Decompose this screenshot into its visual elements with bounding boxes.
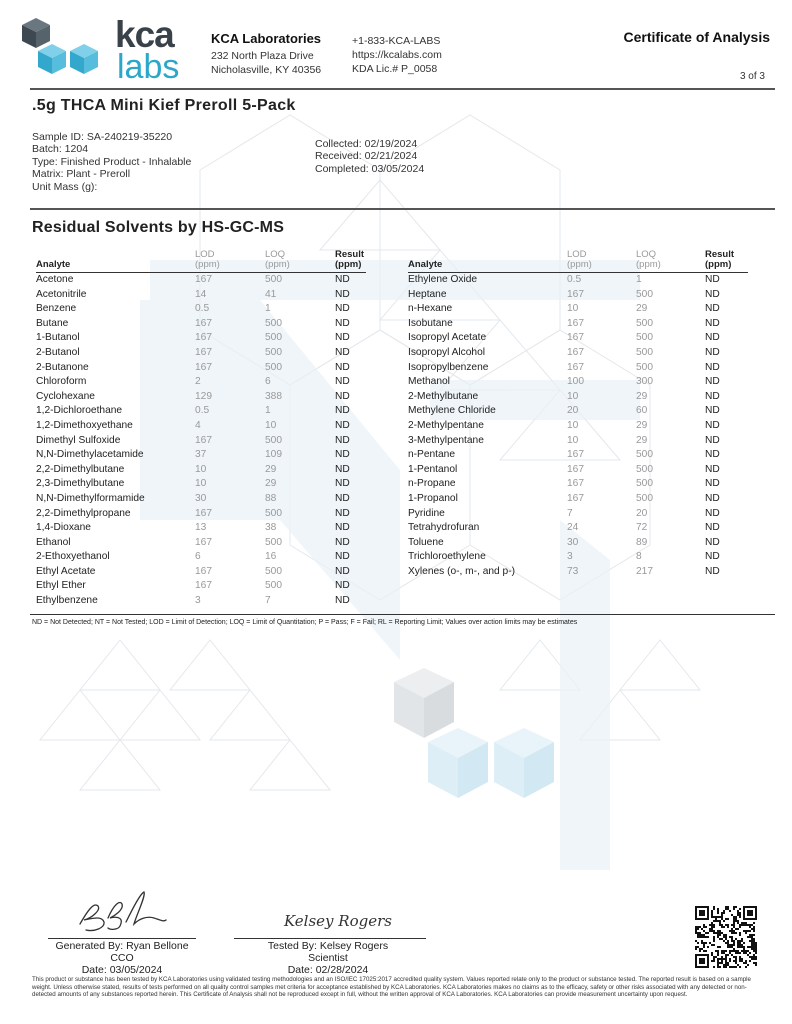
lod-cell: 2 (195, 376, 201, 388)
table-row (408, 404, 748, 419)
loq-cell: 500 (636, 478, 653, 490)
table-row (408, 331, 748, 346)
lod-cell: 167 (195, 274, 212, 285)
table-row (408, 302, 748, 317)
analyte-cell: Xylenes (o-, m-, and p-) (408, 565, 516, 577)
loq-cell: 500 (636, 361, 653, 373)
table-row (408, 521, 748, 536)
header-result: Result (ppm) (335, 249, 365, 270)
analyte-cell: n-Pentane (408, 449, 456, 461)
tested-by-role: Scientist (308, 952, 348, 964)
lod-cell: 10 (567, 434, 579, 446)
table-row (36, 492, 366, 507)
result-cell: ND (335, 376, 350, 388)
table-row (36, 448, 366, 463)
result-cell: ND (335, 492, 350, 504)
analyte-cell: Benzene (36, 303, 77, 315)
lod-cell: 167 (567, 449, 584, 461)
table-row (408, 361, 748, 376)
analyte-cell: Tetrahydrofuran (408, 522, 480, 534)
table-row (36, 361, 366, 376)
logo-wordmark-labs: labs (117, 48, 180, 86)
lod-cell: 129 (195, 390, 212, 402)
table-row (36, 346, 366, 361)
result-cell: ND (705, 478, 720, 490)
analyte-cell: 3-Methylpentane (408, 434, 484, 446)
analyte-cell: 1-Propanol (408, 492, 458, 504)
lod-cell: 167 (567, 478, 584, 490)
table-row (408, 346, 748, 361)
sample-dates (315, 138, 424, 175)
lod-cell: 167 (567, 346, 584, 358)
lod-cell: 3 (567, 551, 573, 563)
result-cell: ND (335, 288, 350, 300)
analyte-cell: Trichloroethylene (408, 551, 486, 563)
lod-cell: 167 (567, 317, 584, 329)
lod-cell: 167 (195, 332, 212, 344)
generated-by-block (32, 940, 212, 976)
table-bottom-divider (30, 614, 775, 615)
result-cell: ND (335, 580, 350, 592)
loq-cell: 109 (265, 449, 282, 461)
result-cell: ND (335, 361, 350, 373)
lod-cell: 13 (195, 522, 207, 534)
result-cell: ND (335, 463, 350, 475)
result-cell: ND (705, 522, 720, 534)
sample-matrix: Matrix: Plant - Preroll (32, 168, 131, 181)
loq-cell: 300 (636, 376, 653, 388)
result-cell: ND (705, 419, 720, 431)
result-cell: ND (705, 565, 720, 577)
result-cell: ND (705, 303, 720, 315)
kca-logo-icon (22, 18, 104, 84)
loq-cell: 500 (265, 434, 282, 446)
table-row (36, 507, 366, 522)
loq-cell: 10 (265, 419, 277, 431)
generated-by-role: CCO (110, 952, 134, 964)
table-row (36, 565, 366, 580)
lab-address-line2: Nicholasville, KY 40356 (211, 64, 322, 76)
analyte-cell: Cyclohexane (36, 390, 95, 402)
table-row (36, 404, 366, 419)
table-header-row (408, 250, 748, 273)
lod-cell: 167 (567, 332, 584, 344)
analyte-cell: 2-Methylbutane (408, 390, 479, 402)
loq-cell: 20 (636, 507, 648, 519)
result-cell: ND (705, 405, 720, 417)
result-cell: ND (335, 536, 350, 548)
analyte-cell: Acetone (36, 274, 74, 285)
result-cell: ND (335, 434, 350, 446)
lod-cell: 167 (567, 463, 584, 475)
analyte-cell: Ethylene Oxide (408, 274, 478, 285)
signature-line-generated (48, 938, 196, 939)
analyte-cell: Toluene (408, 536, 444, 548)
lod-cell: 30 (195, 492, 207, 504)
lod-cell: 167 (195, 580, 212, 592)
table-row (408, 492, 748, 507)
lod-cell: 100 (567, 376, 584, 388)
loq-cell: 500 (265, 317, 282, 329)
result-cell: ND (705, 463, 720, 475)
analyte-cell: Ethylbenzene (36, 595, 98, 607)
loq-cell: 1 (265, 405, 271, 417)
lod-cell: 37 (195, 449, 207, 461)
loq-cell: 29 (265, 463, 277, 475)
table-row (36, 550, 366, 565)
analyte-cell: Ethyl Acetate (36, 565, 96, 577)
header-divider (30, 88, 775, 90)
table-row (36, 463, 366, 478)
analyte-cell: Ethyl Ether (36, 580, 86, 592)
lod-cell: 167 (195, 507, 212, 519)
table-row (408, 536, 748, 551)
table-row (408, 434, 748, 449)
lab-name: KCA Laboratories (211, 31, 322, 46)
collected-date: Collected: 02/19/2024 (315, 138, 418, 150)
loq-cell: 29 (636, 390, 648, 402)
loq-cell: 500 (265, 507, 282, 519)
table-row (36, 477, 366, 492)
lab-phone: +1-833-KCA-LABS (352, 35, 441, 47)
lod-cell: 73 (567, 565, 579, 577)
table-row (36, 594, 366, 609)
analyte-cell: N,N-Dimethylformamide (36, 492, 145, 504)
result-cell: ND (335, 405, 350, 417)
loq-cell: 41 (265, 288, 277, 300)
loq-cell: 6 (265, 376, 271, 388)
result-cell: ND (335, 522, 350, 534)
lod-cell: 0.5 (195, 405, 210, 417)
analyte-cell: 2-Butanone (36, 361, 89, 373)
lod-cell: 167 (195, 565, 212, 577)
lod-cell: 10 (567, 390, 579, 402)
analyte-cell: 2,2-Dimethylbutane (36, 463, 125, 475)
product-name: .5g THCA Mini Kief Preroll 5-Pack (32, 97, 296, 114)
analyte-cell: Methanol (408, 376, 450, 388)
header-loq: LOQ (ppm) (265, 249, 290, 270)
loq-cell: 8 (636, 551, 642, 563)
loq-cell: 500 (265, 274, 282, 285)
analyte-cell: Isopropylbenzene (408, 361, 489, 373)
table-row (36, 536, 366, 551)
lod-cell: 167 (195, 346, 212, 358)
loq-cell: 500 (636, 317, 653, 329)
batch: Batch: 1204 (32, 143, 89, 156)
result-cell: ND (335, 551, 350, 563)
lod-cell: 20 (567, 405, 579, 417)
analyte-cell: 2-Methylpentane (408, 419, 484, 431)
lod-cell: 6 (195, 551, 201, 563)
signature-ryan-bellone (74, 888, 170, 936)
analyte-cell: 1-Pentanol (408, 463, 458, 475)
analyte-cell: 1,2-Dichloroethane (36, 405, 123, 417)
header-loq: LOQ (ppm) (636, 249, 661, 270)
table-row (36, 273, 366, 288)
analyte-cell: Ethanol (36, 536, 71, 548)
results-table-right (408, 250, 748, 579)
table-row (408, 550, 748, 565)
table-row (36, 288, 366, 303)
abbreviations-footnote: ND = Not Detected; NT = Not Tested; LOD = Limit of Detection; LOQ = Limit of Quantitation; P = Pass; F = Fail; RL = Reporting Limit; Values over action limits may be estimates (32, 619, 578, 626)
analyte-cell: Butane (36, 317, 69, 329)
result-cell: ND (705, 274, 720, 285)
loq-cell: 16 (265, 551, 277, 563)
table-row (408, 273, 748, 288)
analyte-cell: Methylene Chloride (408, 405, 496, 417)
result-cell: ND (335, 419, 350, 431)
generated-by-date: Date: 03/05/2024 (81, 964, 163, 976)
completed-date: Completed: 03/05/2024 (315, 162, 425, 175)
result-cell: ND (705, 288, 720, 300)
analyte-cell: 1,4-Dioxane (36, 522, 91, 534)
logo-wordmark-kca: kca (115, 14, 174, 55)
table-row (408, 477, 748, 492)
section-title: Residual Solvents by HS-GC-MS (32, 219, 285, 236)
table-row (408, 448, 748, 463)
tested-by-name: Tested By: Kelsey Rogers (267, 940, 389, 952)
result-cell: ND (335, 317, 350, 329)
lod-cell: 167 (567, 288, 584, 300)
lod-cell: 167 (195, 434, 212, 446)
lod-cell: 3 (195, 595, 201, 607)
loq-cell: 388 (265, 390, 282, 402)
analyte-cell: Isopropyl Alcohol (408, 346, 486, 358)
result-cell: ND (705, 317, 720, 329)
loq-cell: 88 (265, 492, 277, 504)
page-number: 3 of 3 (739, 71, 765, 82)
loq-cell: 38 (265, 522, 277, 534)
tested-by-block (238, 940, 418, 976)
result-cell: ND (335, 565, 350, 577)
lod-cell: 7 (567, 507, 573, 519)
lod-cell: 167 (195, 536, 212, 548)
loq-cell: 500 (265, 565, 282, 577)
loq-cell: 500 (265, 536, 282, 548)
result-cell: ND (705, 449, 720, 461)
analyte-cell: Dimethyl Sulfoxide (36, 434, 121, 446)
result-cell: ND (705, 434, 720, 446)
table-row (408, 317, 748, 332)
table-row (408, 390, 748, 405)
table-row (36, 375, 366, 390)
lod-cell: 10 (195, 478, 207, 490)
result-cell: ND (335, 346, 350, 358)
result-cell: ND (705, 390, 720, 402)
table-row (36, 390, 366, 405)
analyte-cell: Chloroform (36, 376, 87, 388)
result-cell: ND (335, 595, 350, 607)
analyte-cell: Isobutane (408, 317, 453, 329)
result-cell: ND (335, 478, 350, 490)
table-row (36, 521, 366, 536)
lod-cell: 10 (195, 463, 207, 475)
analyte-cell: Pyridine (408, 507, 445, 519)
analyte-cell: Acetonitrile (36, 288, 87, 300)
received-date: Received: 02/21/2024 (315, 150, 418, 163)
lab-address-line1: 232 North Plaza Drive (211, 50, 314, 62)
results-table-left (36, 250, 366, 609)
analyte-cell: Heptane (408, 288, 447, 300)
lod-cell: 0.5 (195, 303, 210, 315)
table-row (36, 419, 366, 434)
header-lod: LOD (ppm) (567, 249, 592, 270)
lod-cell: 167 (195, 317, 212, 329)
table-row (36, 331, 366, 346)
table-row (36, 579, 366, 594)
table-row (408, 463, 748, 478)
result-cell: ND (705, 492, 720, 504)
table-row (408, 565, 748, 580)
result-cell: ND (705, 361, 720, 373)
result-cell: ND (705, 536, 720, 548)
result-cell: ND (335, 507, 350, 519)
result-cell: ND (335, 449, 350, 461)
lod-cell: 10 (567, 303, 579, 315)
loq-cell: 29 (636, 303, 648, 315)
table-row (408, 419, 748, 434)
lab-website[interactable]: https://kcalabs.com (352, 49, 442, 61)
signature-text: Kelsey Rogers (284, 912, 392, 930)
generated-by-name: Generated By: Ryan Bellone (55, 940, 189, 952)
lod-cell: 167 (567, 492, 584, 504)
analyte-cell: 2,3-Dimethylbutane (36, 478, 125, 490)
loq-cell: 29 (265, 478, 277, 490)
loq-cell: 72 (636, 522, 648, 534)
lod-cell: 14 (195, 288, 207, 300)
loq-cell: 500 (636, 288, 653, 300)
lod-cell: 167 (195, 361, 212, 373)
analyte-cell: 2-Ethoxyethanol (36, 551, 110, 563)
analyte-cell: 1,2-Dimethoxyethane (36, 419, 133, 431)
loq-cell: 500 (636, 332, 653, 344)
section-divider (30, 208, 775, 210)
header-lod: LOD (ppm) (195, 249, 220, 270)
loq-cell: 500 (265, 346, 282, 358)
analyte-cell: N,N-Dimethylacetamide (36, 449, 144, 461)
result-cell: ND (705, 507, 720, 519)
result-cell: ND (705, 332, 720, 344)
sample-type: Type: Finished Product - Inhalable (32, 155, 192, 168)
signature-kelsey-rogers (282, 904, 392, 936)
loq-cell: 500 (636, 463, 653, 475)
document-title: Certificate of Analysis (623, 29, 770, 45)
sample-info (32, 131, 191, 193)
loq-cell: 500 (636, 346, 653, 358)
table-row (408, 507, 748, 522)
lod-cell: 10 (567, 419, 579, 431)
analyte-cell: n-Propane (408, 478, 456, 490)
disclaimer-text: This product or substance has been tested by KCA Laboratories using validated testing methodologies and an ISO/IEC 17025:2017 accredited quality system. Values reported relate only to the product or substance tested. The reported result is based on a sample weight. Unless otherwise stated, results of tests performed on all quality control samples met criteria for acceptance established by KCA Laboratories. KCA Laboratories makes no claims as to the efficacy, safety or other risks associated with any detected or non-detected amounts of any substances reported herein. This Certificate of Analysis shall not be reproduced except in full, without the written approval of KCA Laboratories. KCA Laboratories can provide measurement uncertainty upon request. (32, 976, 751, 999)
qr-code-icon[interactable] (695, 906, 757, 968)
table-row (36, 317, 366, 332)
result-cell: ND (335, 390, 350, 402)
header-analyte: Analyte (408, 259, 443, 270)
tested-by-date: Date: 02/28/2024 (287, 964, 369, 976)
header-analyte: Analyte (36, 259, 71, 270)
table-row (408, 375, 748, 390)
lod-cell: 24 (567, 522, 579, 534)
loq-cell: 500 (265, 332, 282, 344)
sample-id: Sample ID: SA-240219-35220 (32, 131, 173, 143)
table-row (36, 434, 366, 449)
loq-cell: 60 (636, 405, 648, 417)
result-cell: ND (335, 332, 350, 344)
loq-cell: 1 (265, 303, 271, 315)
analyte-cell: n-Hexane (408, 303, 453, 315)
result-cell: ND (335, 303, 350, 315)
result-cell: ND (705, 551, 720, 563)
loq-cell: 500 (265, 580, 282, 592)
analyte-cell: 2-Butanol (36, 346, 80, 358)
header-result: Result (ppm) (705, 249, 735, 270)
signature-line-tested (234, 938, 426, 939)
loq-cell: 1 (636, 274, 642, 285)
loq-cell: 500 (636, 449, 653, 461)
lod-cell: 0.5 (567, 274, 582, 285)
loq-cell: 217 (636, 565, 653, 577)
result-cell: ND (335, 274, 350, 285)
lod-cell: 30 (567, 536, 579, 548)
result-cell: ND (705, 346, 720, 358)
table-row (36, 302, 366, 317)
unit-mass: Unit Mass (g): (32, 180, 98, 193)
table-header-row (36, 250, 366, 273)
loq-cell: 29 (636, 419, 648, 431)
table-row (408, 288, 748, 303)
analyte-cell: 2,2-Dimethylpropane (36, 507, 131, 519)
loq-cell: 89 (636, 536, 648, 548)
lab-license: KDA Lic.# P_0058 (352, 63, 438, 75)
loq-cell: 29 (636, 434, 648, 446)
result-cell: ND (705, 376, 720, 388)
lod-cell: 4 (195, 419, 201, 431)
loq-cell: 7 (265, 595, 271, 607)
lod-cell: 167 (567, 361, 584, 373)
loq-cell: 500 (636, 492, 653, 504)
analyte-cell: 1-Butanol (36, 332, 80, 344)
loq-cell: 500 (265, 361, 282, 373)
analyte-cell: Isopropyl Acetate (408, 332, 487, 344)
